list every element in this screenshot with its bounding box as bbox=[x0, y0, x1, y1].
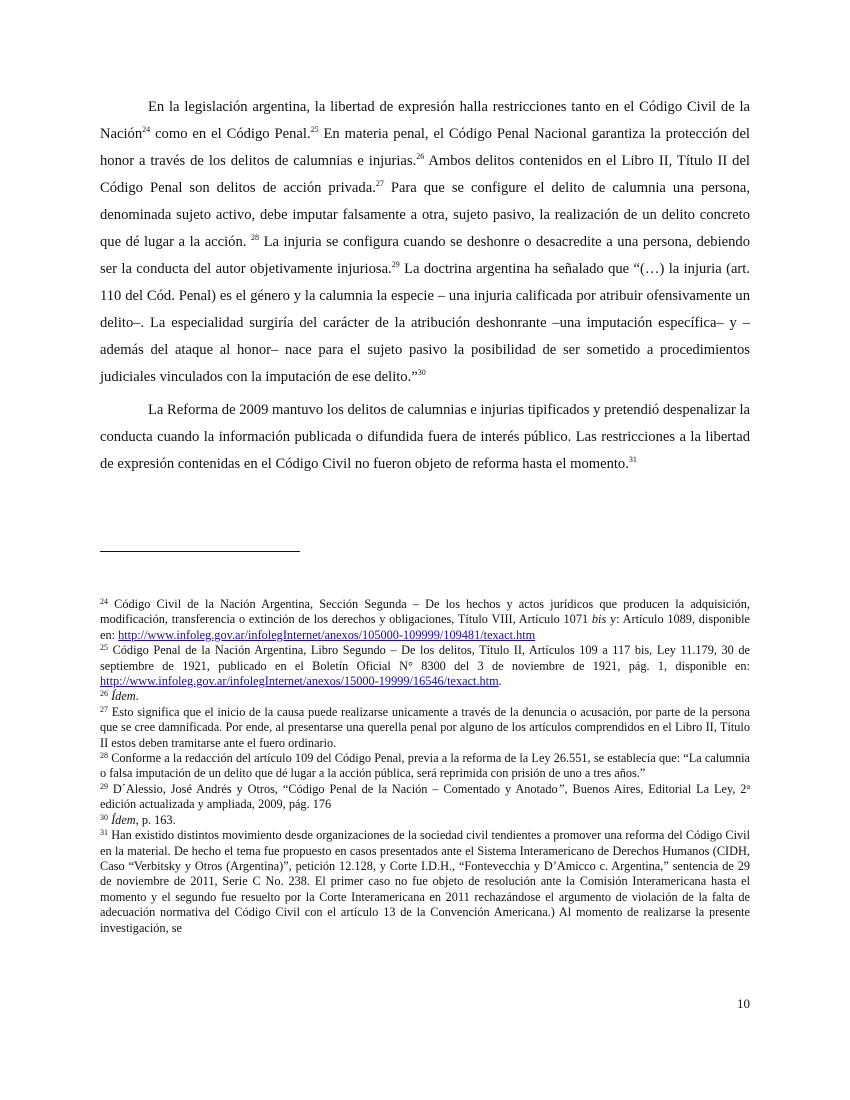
text-run: y: Artículo 1089, disponible en: bbox=[100, 612, 750, 642]
text-run: Código Penal de la Nación Argentina, Libro Segundo – De los delitos, Título II, Artículos 109 a 117 bis, Ley 11.179, 30 de septiembre de 1921, publicado en el Boletín Oficial N° 8300 del 3 de noviembre de 1921, pág. 1, disponible en: bbox=[100, 643, 750, 673]
text-run: La doctrina argentina ha señalado que “(…) la injuria (art. 110 del Cód. Penal) es el género y la calumnia la especie – una injuria calificada por atribuir ofensivamente un delito–. La especialidad surgiría del carácter de la atribución deshonrante –una imputación específica– y –además del ataque al honor– nace para el sujeto pasivo la posibilidad de ser sometido a procedimientos judiciales vinculados con la imputación de ese delito.” bbox=[100, 261, 750, 385]
reference-link[interactable]: http://www.infoleg.gov.ar/infolegInternet/anexos/15000-19999/16546/texact.htm bbox=[100, 674, 499, 689]
footnote-ref: 29 bbox=[100, 781, 108, 791]
footnote-ref: 31 bbox=[628, 455, 637, 464]
footnote-ref: a bbox=[746, 781, 750, 791]
footnote-25 bbox=[100, 643, 750, 689]
text-run: La Reforma de 2009 mantuvo los delitos de calumnias e injurias tipificados y pretendió despenalizar la conducta cuando la información publicada o difundida fuera de interés público. Las restricciones a la libertad de expresión contenidas en el Código Civil no fueron objeto de reforma hasta el momento. bbox=[100, 402, 750, 472]
text-run: La injuria se configura cuando se deshonre o desacredite a una persona, debiendo ser la conducta del autor objetivamente injuriosa. bbox=[100, 234, 750, 277]
text-run: En materia penal, el Código Penal Nacional garantiza la protección del honor a través de los delitos de calumnias e injurias. bbox=[100, 126, 750, 169]
text-run: En la legislación argentina, la libertad de expresión halla restricciones tanto en el Código Civil de la Nación bbox=[100, 99, 750, 142]
footnote-separator bbox=[100, 551, 300, 552]
footnote-ref: 30 bbox=[100, 812, 108, 822]
footnote-28 bbox=[100, 751, 750, 782]
footnote-ref: 28 bbox=[100, 751, 108, 761]
reference-link[interactable]: http://www.infoleg.gov.ar/infolegInternet/anexos/105000-109999/109481/texact.htm bbox=[118, 627, 536, 642]
text-run: , Buenos Aires, Editorial La Ley, 2 bbox=[564, 781, 747, 796]
text-run: , p. 163. bbox=[135, 812, 176, 827]
footnote-ref: 24 bbox=[142, 125, 151, 134]
text-run: edición actualizada y ampliada, 2009, pág. 176 bbox=[100, 797, 332, 812]
text-run: Código Civil de la Nación Argentina, Sección Segunda – De los hechos y actos jurídicos que producen la adquisición, modificación, transferencia o extinción de los derechos y obligaciones, Título VIII, Artículo 1071 bbox=[100, 597, 750, 627]
footnote-ref: 25 bbox=[310, 125, 319, 134]
text-run: Para que se configure el delito de calumnia una persona, denominada sujeto activo, debe imputar falsamente a otra, sujeto pasivo, la realización de un delito concreto que dé lugar a la acción. bbox=[100, 180, 750, 250]
footnote-30 bbox=[100, 813, 750, 828]
text-run: Esto significa que el inicio de la causa puede realizarse unicamente a través de la denuncia o acusación, por parte de la persona que se cree damnificada. Por ende, al presentarse una querella penal por alguno de los artículos comprendidos en el Libro II, Título II estos deben tramitarse ante el fuero ordinario. bbox=[100, 704, 750, 750]
text-run: Han existido distintos movimiento desde organizaciones de la sociedad civil tendientes a promover una reforma del Código Civil en la material. De hecho el tema fue propuesto en casos presentados ante el Sistema Interamericano de Derechos Humanos (CIDH, Caso “Verbitsky y Otros (Argentina)”, petición 12.128, y Corte I.D.H., “Fontevecchia y D’Amicco c. Argentina,” sentencia de 29 de noviembre de 2011, Serie C No. 238. El primer caso no fue objeto de resolución ante la Comisión Interamericana hasta el momento y el segundo fue resuelto por la Corte Interamericana en 2011 rechazándose el argumento de violación de la falta de adecuación normativa del Código Civil con el artículo 13 de la Convención Americana.) Al momento de realizarse la presente investigación, se bbox=[100, 828, 750, 935]
italic-text: Ídem bbox=[111, 689, 136, 704]
paragraph-1 bbox=[100, 94, 750, 391]
footnote-24 bbox=[100, 597, 750, 643]
footnotes bbox=[100, 597, 750, 936]
footnote-ref: 25 bbox=[100, 643, 108, 653]
paragraph-2 bbox=[100, 397, 750, 478]
text-run: Conforme a la redacción del artículo 109 del Código Penal, previa a la reforma de la Ley 26.551, se establecía que: “La calumnia o falsa imputación de un delito que dé lugar a la acción pública, será reprimida con prisión de uno a tres años.” bbox=[100, 751, 750, 781]
page-number: 10 bbox=[737, 996, 750, 1011]
footnote-ref: 30 bbox=[417, 368, 426, 377]
text-run: Ambos delitos contenidos en el Libro II, Título II del Código Penal son delitos de acción privada. bbox=[100, 153, 750, 196]
text-run: como en el Código Penal. bbox=[150, 126, 311, 142]
text-run: . bbox=[498, 674, 502, 689]
footnote-ref: 27 bbox=[100, 704, 108, 714]
footnote-ref: 31 bbox=[100, 828, 108, 838]
body-text bbox=[100, 94, 750, 484]
footnote-ref: 27 bbox=[375, 179, 384, 188]
italic-text: bis bbox=[591, 612, 607, 627]
footnote-27 bbox=[100, 705, 750, 751]
footnote-ref: 24 bbox=[100, 597, 108, 606]
footnote-ref: 29 bbox=[391, 260, 400, 269]
footnote-ref: 26 bbox=[100, 689, 108, 699]
footnote-29 bbox=[100, 782, 750, 813]
text-run: . bbox=[135, 689, 139, 704]
italic-text: Ídem bbox=[111, 812, 136, 827]
footnote-26 bbox=[100, 689, 750, 704]
footnote-ref: 26 bbox=[416, 152, 425, 161]
footnote-ref: 28 bbox=[251, 233, 260, 242]
text-run: D´Alessio, José Andrés y Otros, “Código Penal de la Nación – Comentado y Anotado bbox=[108, 781, 558, 796]
italic-text: ” bbox=[557, 781, 565, 796]
footnote-31 bbox=[100, 828, 750, 936]
